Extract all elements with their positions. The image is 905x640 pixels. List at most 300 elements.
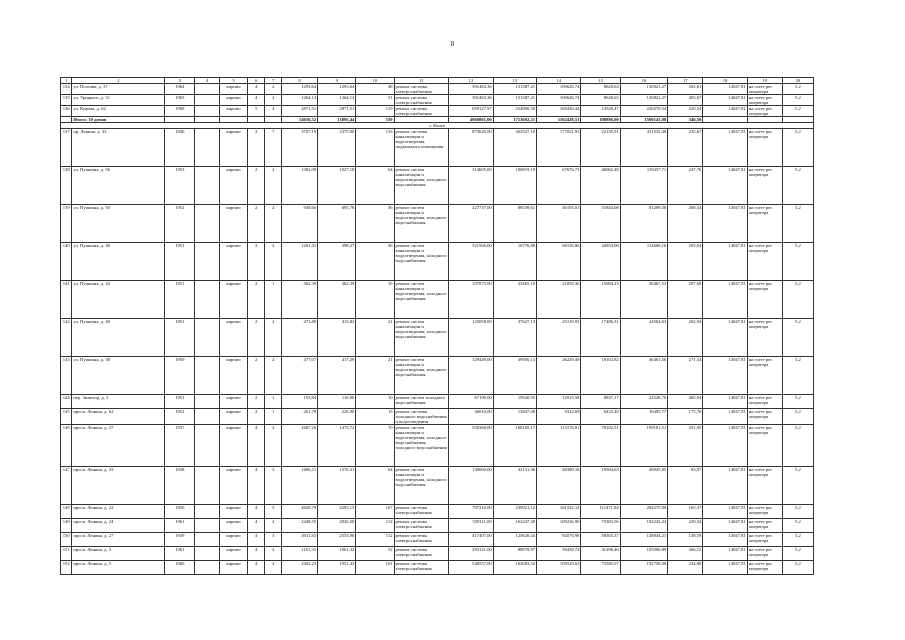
- table-cell: 5,2: [782, 357, 813, 395]
- table-cell: ремонт системы электроснабжения: [394, 519, 449, 533]
- table-cell: 177021,93: [537, 129, 581, 167]
- table-cell: 5,2: [782, 167, 813, 205]
- table-cell: ремонт систем канализации и водоотведения, холодного водоснабжения: [394, 357, 449, 395]
- table-cell: 175,76: [668, 409, 703, 425]
- table-cell: кирпич: [220, 205, 248, 243]
- table-cell: 2302,23: [281, 561, 317, 575]
- table-cell: 14047,81: [703, 533, 747, 547]
- table-cell: 2026,50: [318, 519, 356, 533]
- table-cell: 3011,83: [281, 533, 317, 547]
- table-cell: 1940: [165, 129, 195, 167]
- table-cell: 59438,72: [537, 547, 581, 561]
- table-cell: [195, 243, 220, 281]
- table-cell: 145: [61, 409, 72, 425]
- table-cell: 4: [265, 561, 282, 575]
- table-cell: [195, 395, 220, 409]
- table-cell: 3: [265, 533, 282, 547]
- table-cell: 1961: [165, 519, 195, 533]
- table-cell: 1951,43: [318, 561, 356, 575]
- table-cell: 2: [265, 243, 282, 281]
- table-cell: 5,2: [782, 205, 813, 243]
- table-cell: 417,29: [318, 357, 356, 395]
- table-cell: 3: [165, 78, 195, 84]
- table-cell: 22526,70: [620, 395, 668, 409]
- table-cell: 1: [265, 395, 282, 409]
- table-cell: 14047,81: [703, 357, 747, 395]
- table-cell: 125058,00: [449, 319, 493, 357]
- table-cell: 68156,86: [537, 243, 581, 281]
- table-cell: 477,07: [281, 357, 317, 395]
- table-cell: ремонт системы электроснабжения: [394, 561, 449, 575]
- table-cell: 21858,36: [537, 281, 581, 319]
- table-cell: 1968: [165, 106, 195, 117]
- table-cell: 398,27: [318, 243, 356, 281]
- table-cell: 5,2: [782, 243, 813, 281]
- table-cell: на счете рег. оператора: [747, 84, 782, 95]
- table-cell: 540557,00: [449, 561, 493, 575]
- table-cell: ул. Пушкина, д. 56: [72, 167, 165, 205]
- table-cell: 46010,00: [449, 409, 493, 425]
- table-cell: кирпич: [220, 106, 248, 117]
- table-cell: 48: [356, 84, 394, 95]
- table-cell: 13: [493, 78, 536, 84]
- table-cell: просп. Ленина, д. 5: [72, 561, 165, 575]
- table-cell: 1950: [165, 357, 195, 395]
- table-cell: ул. Пушкина, д. 38: [72, 357, 165, 395]
- table-cell: 135: [61, 95, 72, 106]
- table-cell: [195, 84, 220, 95]
- table-cell: 229,54: [668, 106, 703, 117]
- table-cell: 293,04: [668, 243, 703, 281]
- table-cell: 148: [61, 505, 72, 519]
- table-cell: 271,34: [668, 357, 703, 395]
- table-cell: 162247,30: [493, 519, 536, 533]
- table-cell: на счете рег. оператора: [747, 281, 782, 319]
- table-cell: 2448,55: [281, 519, 317, 533]
- table-cell: кирпич: [220, 505, 248, 519]
- table-cell: 293121,00: [449, 547, 493, 561]
- table-cell: 1951: [165, 395, 195, 409]
- table-cell: 5,2: [782, 533, 813, 547]
- table-cell: 6433,48: [581, 409, 620, 425]
- table-cell: 558368,00: [449, 425, 493, 467]
- table-cell: ремонт систем холодного водоснабжения: [394, 395, 449, 409]
- table-cell: ул. Пушкина, д. 50: [72, 205, 165, 243]
- table-cell: 1: [61, 78, 72, 84]
- table-cell: 13847,06: [493, 409, 536, 425]
- table-cell: 2375,90: [318, 129, 356, 167]
- table-cell: 146: [61, 425, 72, 467]
- table-cell: 239921,12: [493, 505, 536, 519]
- table-cell: ремонт системы канализации и водоотведения, подвального помещения: [394, 129, 449, 167]
- table-cell: 3: [247, 129, 265, 167]
- table-cell: 5,2: [782, 129, 813, 167]
- table-row: [61, 561, 814, 575]
- table-cell: 18: [703, 78, 747, 84]
- table-cell: 136: [61, 106, 72, 117]
- table-cell: 2: [265, 84, 282, 95]
- table-cell: 109529,63: [537, 561, 581, 575]
- table-cell: кирпич: [220, 319, 248, 357]
- table-cell: 119457,71: [620, 167, 668, 205]
- table-cell: 413,82: [318, 319, 356, 357]
- table-cell: 465,94: [668, 395, 703, 409]
- table-cell: 3: [265, 467, 282, 505]
- table-cell: 5,2: [782, 547, 813, 561]
- table-cell: на счете рег. оператора: [747, 357, 782, 395]
- table-cell: 138: [61, 167, 72, 205]
- table-cell: 5: [265, 505, 282, 519]
- table-cell: [195, 425, 220, 467]
- table-cell: 4: [247, 95, 265, 106]
- table-cell: 114606,16: [620, 243, 668, 281]
- table-cell: 167: [356, 505, 394, 519]
- table-cell: 14047,81: [703, 547, 747, 561]
- table-cell: 151387,21: [493, 84, 536, 95]
- table-cell: [195, 505, 220, 519]
- table-cell: на счете рег. оператора: [747, 505, 782, 519]
- table-cell: 130821,27: [620, 95, 668, 106]
- table-cell: 78102,51: [581, 425, 620, 467]
- table-cell: 11: [394, 78, 449, 84]
- table-cell: на счете рег. оператора: [747, 533, 782, 547]
- table-cell: 4: [265, 106, 282, 117]
- table-cell: 6: [247, 78, 265, 84]
- table-cell: 67199,00: [449, 395, 493, 409]
- table-cell: 1: [265, 281, 282, 319]
- table-cell: 46062,48: [581, 167, 620, 205]
- table-cell: 19584,63: [581, 467, 620, 505]
- table-row: [61, 547, 814, 561]
- table-cell: 362,39: [281, 281, 317, 319]
- table-cell: 1964: [165, 84, 195, 95]
- table-cell: 4: [247, 505, 265, 519]
- table-cell: 150: [61, 533, 72, 547]
- table-cell: 41296,46: [581, 547, 620, 561]
- table-cell: ремонт систем канализации и водоотведения, холодного водоснабжения, холодного водоснабжения: [394, 425, 449, 467]
- table-cell: 108896,00: [581, 117, 620, 123]
- table-cell: [195, 129, 220, 167]
- table-cell: 14047,81: [703, 106, 747, 117]
- table-cell: 8837,17: [581, 395, 620, 409]
- table-cell: 36: [356, 205, 394, 243]
- table-cell: 314605,00: [449, 167, 493, 205]
- table-cell: ремонт системы холодного водоснабжения и водоотведения: [394, 409, 449, 425]
- table-cell: 3: [247, 243, 265, 281]
- table-cell: кирпич: [220, 395, 248, 409]
- table-cell: 284275,90: [620, 505, 668, 519]
- table-cell: 234,80: [668, 561, 703, 575]
- table-cell: 5,2: [782, 425, 813, 467]
- table-cell: 9: [318, 78, 356, 84]
- table-cell: 948,66: [281, 205, 317, 243]
- table-cell: ремонт системы электроснабжения: [394, 533, 449, 547]
- table-cell: 192758,06: [620, 561, 668, 575]
- table-cell: 5,2: [782, 95, 813, 106]
- table-cell: 18102,82: [581, 357, 620, 395]
- table-cell: [195, 319, 220, 357]
- table-cell: 5,2: [782, 84, 813, 95]
- table-cell: 261,78: [281, 409, 317, 425]
- table-cell: 297,68: [668, 281, 703, 319]
- table-cell: 151387,21: [493, 95, 536, 106]
- table-cell: 14047,81: [703, 467, 747, 505]
- table-cell: 247,76: [668, 167, 703, 205]
- table-cell: 4: [247, 467, 265, 505]
- table-cell: 539: [356, 117, 394, 123]
- table-cell: 28390,16: [537, 467, 581, 505]
- table-cell: 17: [668, 78, 703, 84]
- table-cell: 33465,18: [493, 281, 536, 319]
- table-cell: 391463,36: [449, 84, 493, 95]
- table-cell: 1576,31: [318, 467, 356, 505]
- table-cell: 220270,54: [620, 106, 668, 117]
- table-cell: 199181,51: [620, 425, 668, 467]
- table-cell: 83,07: [668, 467, 703, 505]
- table-cell: [195, 95, 220, 106]
- table-cell: 14047,81: [703, 519, 747, 533]
- table-cell: 14047,81: [703, 425, 747, 467]
- table-cell: ремонт систем канализации и водоотведения, холодного водоснабжения: [394, 319, 449, 357]
- table-row: [61, 243, 814, 281]
- table-cell: 1500143,88: [620, 117, 668, 123]
- table-cell: 1686,11: [281, 467, 317, 505]
- table-cell: на счете рег. оператора: [747, 243, 782, 281]
- table-row: [61, 95, 814, 106]
- table-row: [61, 467, 814, 505]
- table-cell: 411535,46: [620, 129, 668, 167]
- table-cell: [195, 281, 220, 319]
- table-cell: 1687,26: [281, 425, 317, 467]
- table-cell: 303,67: [668, 95, 703, 106]
- table-cell: 2871,51: [281, 106, 317, 117]
- table-cell: 229,34: [668, 519, 703, 533]
- table-cell: 84576,98: [537, 533, 581, 547]
- table-cell: просп. Ленина, д. 33: [72, 467, 165, 505]
- table-cell: [195, 467, 220, 505]
- table-cell: 2: [72, 78, 165, 84]
- table-cell: кирпич: [220, 409, 248, 425]
- table-cell: 67676,73: [537, 167, 581, 205]
- table-cell: 116,90: [318, 395, 356, 409]
- table-cell: на счете рег. оператора: [747, 395, 782, 409]
- table-cell: 254890,50: [493, 106, 536, 117]
- table-cell: на счете рег. оператора: [747, 467, 782, 505]
- table-cell: 109236,90: [537, 519, 581, 533]
- table-cell: 2: [247, 409, 265, 425]
- housing-repair-table: [60, 77, 814, 575]
- table-cell: просп. Ленина, д. 27: [72, 425, 165, 467]
- table-cell: ремонт системы электроснабжения: [394, 505, 449, 519]
- table-cell: 2: [265, 425, 282, 467]
- table-cell: 31844,08: [581, 205, 620, 243]
- table-cell: 1937: [165, 425, 195, 467]
- table-cell: на счете рег. оператора: [747, 319, 782, 357]
- table-cell: 88539,61: [493, 205, 536, 243]
- table-cell: 8628,63: [581, 95, 620, 106]
- table-cell: 5,2: [782, 467, 813, 505]
- table-cell: 2: [265, 95, 282, 106]
- table-cell: 2: [247, 357, 265, 395]
- table-cell: на счете рег. оператора: [747, 129, 782, 167]
- table-cell: 44504,63: [620, 319, 668, 357]
- table-cell: 268,34: [668, 205, 703, 243]
- table-cell: 1293,64: [281, 84, 317, 95]
- table-cell: 1953: [165, 167, 195, 205]
- table-cell: 1939: [165, 533, 195, 547]
- table-cell: 14047,81: [703, 319, 747, 357]
- table-cell: 134: [61, 84, 72, 95]
- table-cell: просп. Ленина, д. 62: [72, 409, 165, 425]
- table-cell: 2: [265, 167, 282, 205]
- table-cell: кирпич: [220, 95, 248, 106]
- table-row: [61, 395, 814, 409]
- table-cell: 64: [356, 467, 394, 505]
- table-cell: 1473,72: [318, 425, 356, 467]
- table-cell: 112: [356, 519, 394, 533]
- table-cell: 5: [220, 78, 248, 84]
- table-cell: 391463,36: [449, 95, 493, 106]
- table-cell: 140: [61, 243, 72, 281]
- table-cell: ремонт систем канализации и водоотведения, холодного водоснабжения: [394, 167, 449, 205]
- table-cell: 1162428,51: [537, 117, 581, 123]
- table-cell: 17486,31: [581, 319, 620, 357]
- table-cell: 100819,19: [493, 167, 536, 205]
- table-cell: 42131,36: [493, 467, 536, 505]
- table-cell: 144: [61, 395, 72, 409]
- table-cell: 46461,56: [620, 357, 668, 395]
- table-cell: на счете рег. оператора: [747, 425, 782, 467]
- table-cell: 14: [537, 78, 581, 84]
- table-cell: кирпич: [220, 357, 248, 395]
- table-cell: 362,39: [318, 281, 356, 319]
- table-cell: 21: [356, 357, 394, 395]
- table-cell: 1938: [165, 467, 195, 505]
- table-cell: кирпич: [220, 281, 248, 319]
- table-cell: 111471,84: [581, 505, 620, 519]
- table-cell: ул. Пушкина, д. 48: [72, 243, 165, 281]
- table-row: [61, 319, 814, 357]
- table-cell: 152: [61, 561, 72, 575]
- table-cell: ремонт систем канализации и водоотведения, холодного водоснабжения: [394, 243, 449, 281]
- table-cell: 2: [247, 281, 265, 319]
- table-cell: [195, 106, 220, 117]
- table-cell: 2: [265, 319, 282, 357]
- table-row: [61, 205, 814, 243]
- table-cell: 7: [265, 129, 282, 167]
- table-cell: 321566,00: [449, 243, 493, 281]
- table-cell: 165,37: [668, 505, 703, 519]
- table-cell: 1952: [165, 205, 195, 243]
- table-cell: [195, 409, 220, 425]
- table-cell: кирпич: [220, 561, 248, 575]
- table-cell: 2: [247, 167, 265, 205]
- table-cell: 266,15: [668, 547, 703, 561]
- table-cell: кирпич: [220, 547, 248, 561]
- table-cell: кирпич: [220, 467, 248, 505]
- table-cell: 143: [61, 357, 72, 395]
- table-cell: 168105,17: [493, 425, 536, 467]
- table-cell: 100626,74: [537, 95, 581, 106]
- table-cell: 10: [356, 395, 394, 409]
- table-cell: 1: [265, 409, 282, 425]
- table-cell: 5,2: [782, 319, 813, 357]
- table-row: [61, 357, 814, 395]
- table-cell: 19: [747, 78, 782, 84]
- table-cell: на счете рег. оператора: [747, 106, 782, 117]
- table-cell: 8628,63: [581, 84, 620, 95]
- table-cell: 1281,41: [281, 243, 317, 281]
- table-cell: 1951: [165, 243, 195, 281]
- table-cell: 1960: [165, 561, 195, 575]
- table-cell: 14528,47: [581, 106, 620, 117]
- table-cell: 141: [61, 281, 72, 319]
- table-cell: 5,2: [782, 519, 813, 533]
- table-cell: 14047,81: [703, 561, 747, 575]
- table-row: [61, 84, 814, 95]
- table-cell: [195, 519, 220, 533]
- table-cell: [195, 561, 220, 575]
- table-cell: 12915,58: [537, 395, 581, 409]
- table-row: [61, 533, 814, 547]
- table-cell: 147: [61, 467, 72, 505]
- table-cell: 14047,81: [703, 84, 747, 95]
- table-cell: 16: [620, 78, 668, 84]
- table-cell: 140060,00: [449, 467, 493, 505]
- table-cell: 148844,21: [620, 533, 668, 547]
- table-cell: на счете рег. оператора: [747, 167, 782, 205]
- table-cell: 22150,91: [581, 129, 620, 167]
- table-cell: 155,84: [281, 395, 317, 409]
- table-cell: 1952: [165, 409, 195, 425]
- table-cell: просп. Ленина, д. 22: [72, 505, 165, 519]
- table-cell: 4293,15: [318, 505, 356, 519]
- table-cell: ремонт системы электроснабжения: [394, 84, 449, 95]
- table-cell: кирпич: [220, 167, 248, 205]
- table-cell: 3707,19: [281, 129, 317, 167]
- table-cell: 262927,10: [493, 129, 536, 167]
- table-cell: 4820,79: [281, 505, 317, 519]
- table-cell: на счете рег. оператора: [747, 547, 782, 561]
- table-cell: 161532,14: [537, 505, 581, 519]
- table-cell: 162683,32: [493, 561, 536, 575]
- table-cell: 119: [356, 106, 394, 117]
- table-cell: 16495,77: [620, 409, 668, 425]
- table-cell: 4: [247, 425, 265, 467]
- table-cell: кирпич: [220, 425, 248, 467]
- table-cell: ремонт системы электроснабжения: [394, 95, 449, 106]
- table-cell: [195, 357, 220, 395]
- table-cell: 2553,90: [318, 533, 356, 547]
- table-cell: 2871,51: [318, 106, 356, 117]
- table-cell: 235,67: [668, 129, 703, 167]
- table-cell: 14036,52: [281, 117, 317, 123]
- table-cell: 130821,27: [620, 84, 668, 95]
- table-cell: 873645,00: [449, 129, 493, 167]
- table-cell: ул. Пушкина, д. 44: [72, 281, 165, 319]
- table-cell: кирпич: [220, 519, 248, 533]
- table-cell: 5: [247, 106, 265, 117]
- table-cell: 58365,37: [581, 533, 620, 547]
- table-cell: 659127,97: [449, 106, 493, 117]
- table-cell: 1293,64: [318, 84, 356, 95]
- table-cell: 5,2: [782, 281, 813, 319]
- table-cell: 5,2: [782, 561, 813, 575]
- table-row: [61, 519, 814, 533]
- table-cell: 88878,97: [493, 547, 536, 561]
- table-cell: [195, 205, 220, 243]
- table-cell: 19920,05: [493, 395, 536, 409]
